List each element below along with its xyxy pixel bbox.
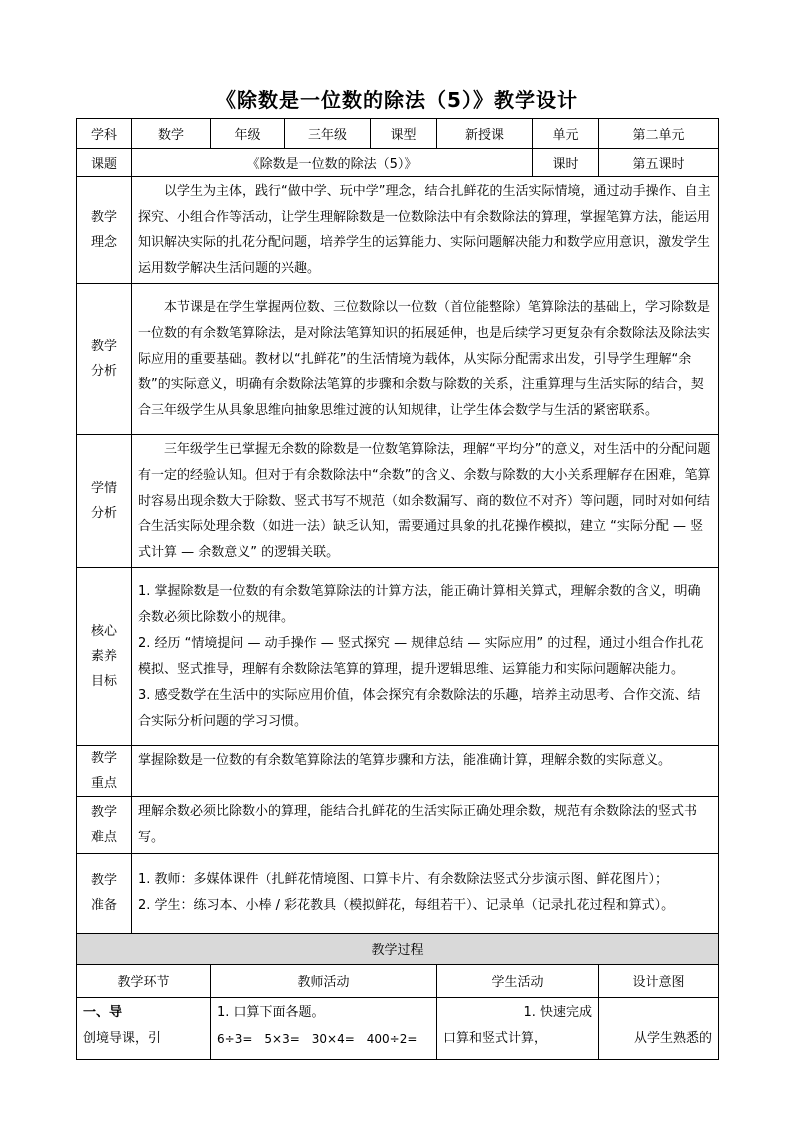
period-label: 课时 [533, 149, 599, 177]
difficulty-row [77, 797, 719, 853]
subject-value: 数学 [132, 119, 211, 149]
unit-value: 第二单元 [599, 119, 719, 149]
difficulty-label-line-1: 教学 [90, 804, 117, 820]
stage-cell [77, 997, 211, 1059]
prep-item-1: 1. 教师：多媒体课件（扎鲜花情境图、口算卡片、有余数除法竖式分步演示图、鲜花图片）； [138, 872, 669, 888]
concept-row [77, 177, 719, 284]
student-line-1: 1. 快速完成 [523, 1004, 592, 1020]
teacher-line-2: 6÷3= 5×3= 30×4= 400÷2= [217, 1031, 418, 1046]
difficulty-text: 理解余数必须比除数小的算理，能结合扎鲜花的生活实际正确处理余数，规范有余数除法的竖式书写。 [132, 797, 719, 853]
prep-item-2: 2. 学生：练习本、小棒 / 彩花教具（模拟鲜花，每组若干）、记录单（记录扎花过程和算式）。 [138, 898, 675, 914]
header-row-2 [77, 149, 719, 177]
subject-label: 学科 [77, 119, 132, 149]
process-header-row [77, 964, 719, 997]
prep-label-line-2: 准备 [90, 898, 117, 914]
key-row [77, 746, 719, 797]
analysis-label-line-1: 教学 [90, 339, 117, 355]
process-row-1 [77, 997, 719, 1059]
analysis-label [77, 284, 132, 435]
type-value: 新授课 [437, 119, 533, 149]
stage-line-1: 一、导 [83, 1004, 123, 1020]
analysis-label-line-2: 分析 [90, 364, 117, 380]
concept-label-line-1: 教学 [90, 210, 117, 226]
topic-value: 《除数是一位数的除法（5）》 [132, 149, 533, 177]
grade-label: 年级 [211, 119, 285, 149]
period-value: 第五课时 [599, 149, 719, 177]
process-title-row [77, 933, 719, 964]
difficulty-label [77, 797, 132, 853]
teacher-cell [211, 997, 437, 1059]
unit-label: 单元 [533, 119, 599, 149]
prep-row [77, 853, 719, 933]
student-line-2: 口算和竖式计算， [443, 1030, 548, 1046]
col-header-stage: 教学环节 [77, 964, 211, 997]
teacher-line-1: 1. 口算下面各题。 [217, 1004, 325, 1020]
lesson-plan-table [76, 118, 719, 1060]
goals-label-line-1: 核心 [90, 624, 117, 640]
goal-item-2: 2. 经历 “情境提问 — 动手操作 — 竖式探究 — 规律总结 — 实际应用” 的过程，通过小组合作扎花模拟、竖式推导，理解有余数除法笔算的算理，提升逻辑思维、运算能力和实际问题解决能力。 [138, 635, 704, 677]
prep-label [77, 853, 132, 933]
analysis-text: 本节课是在学生掌握两位数、三位数除以一位数（首位能整除）笔算除法的基础上，学习除数是一位数的有余数笔算除法，是对除法笔算知识的拓展延伸，也是后续学习更复杂有余数除法及除法实际应用的重要基础。教材以“扎鲜花”的生活情境为载体，从实际分配需求出发，引导学生理解“余数”的实际意义，明确有余数除法笔算的步骤和余数与除数的关系，注重算理与生活实际的结合，契合三年级学生从具象思维向抽象思维过渡的认知规律，让学生体会数学与生活的紧密联系。 [132, 284, 719, 435]
key-label-line-2: 重点 [90, 776, 117, 792]
intent-line-2: 从学生熟悉的 [633, 1030, 712, 1046]
goals-label [77, 568, 132, 746]
goals-label-line-2: 素养 [90, 649, 117, 665]
key-label-line-1: 教学 [90, 751, 117, 767]
process-title: 教学过程 [77, 933, 719, 964]
page-title: 《除数是一位数的除法（5）》教学设计 [216, 88, 578, 112]
student-cell [437, 997, 599, 1059]
intent-line-1 [605, 1000, 712, 1026]
col-header-teacher: 教师活动 [211, 964, 437, 997]
intent-cell [599, 997, 719, 1059]
students-row [77, 435, 719, 568]
header-row-1 [77, 119, 719, 149]
students-text: 三年级学生已掌握无余数的除数是一位数笔算除法，理解“平均分”的意义，对生活中的分配问题有一定的经验认知。但对于有余数除法中“余数”的含义、余数与除数的大小关系理解存在困难，笔算时容易出现余数大于除数、竖式书写不规范（如余数漏写、商的数位不对齐）等问题，同时对如何结合生活实际处理余数（如进一法）缺乏认知，需要通过具象的扎花操作模拟，建立 “实际分配 — 竖式计算 — 余数意义” 的逻辑关联。 [132, 435, 719, 568]
prep-content [132, 853, 719, 933]
concept-label [77, 177, 132, 284]
analysis-row [77, 284, 719, 435]
key-label [77, 746, 132, 797]
col-header-intent: 设计意图 [599, 964, 719, 997]
goals-content [132, 568, 719, 746]
goals-label-line-3: 目标 [90, 674, 117, 690]
goal-item-3: 3. 感受数学在生活中的实际应用价值，体会探究有余数除法的乐趣，培养主动思考、合作交流、结合实际分析问题的学习习惯。 [138, 687, 701, 729]
concept-label-line-2: 理念 [90, 235, 117, 251]
col-header-student: 学生活动 [437, 964, 599, 997]
concept-text: 以学生为主体，践行“做中学、玩中学”理念，结合扎鲜花的生活实际情境，通过动手操作、自主探究、小组合作等活动，让学生理解除数是一位数除法中有余数除法的算理，掌握笔算方法，能运用知识解决实际的扎花分配问题，培养学生的运算能力、实际问题解决能力和数学应用意识，激发学生运用数学解决生活问题的兴趣。 [132, 177, 719, 284]
key-text: 掌握除数是一位数的有余数笔算除法的笔算步骤和方法，能准确计算，理解余数的实际意义。 [132, 746, 719, 797]
goal-item-1: 1. 掌握除数是一位数的有余数笔算除法的计算方法，能正确计算相关算式，理解余数的含义，明确余数必须比除数小的规律。 [138, 583, 701, 625]
type-label: 课型 [371, 119, 437, 149]
stage-line-2: 创境导课，引 [83, 1030, 162, 1046]
grade-value: 三年级 [285, 119, 371, 149]
difficulty-label-line-2: 难点 [90, 829, 117, 845]
students-label [77, 435, 132, 568]
students-label-line-2: 分析 [90, 506, 117, 522]
prep-label-line-1: 教学 [90, 873, 117, 889]
goals-row [77, 568, 719, 746]
students-label-line-1: 学情 [90, 481, 117, 497]
topic-label: 课题 [77, 149, 132, 177]
